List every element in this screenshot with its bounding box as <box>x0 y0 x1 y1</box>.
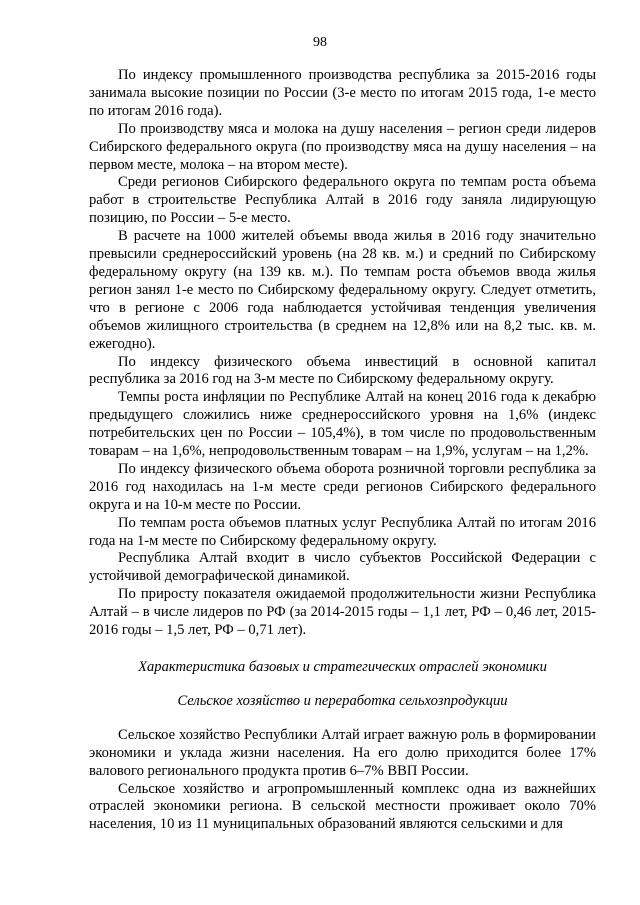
body-text <box>89 67 596 834</box>
paragraph-demography: Республика Алтай входит в число субъектов Российской Федерации с устойчивой демографической динамикой. <box>89 550 596 585</box>
paragraph-inflation: Темпы роста инфляции по Республике Алтай на конец 2016 года к декабрю предыдущего сложились ниже среднероссийского уровня на 1,6% (индекс потребительских цен по России – 105,4%), в том числе по продовольственным товарам – на 1,6%, непродовольственным товарам – на 1,9%, услугам – на 1,2%. <box>89 389 596 460</box>
paragraph-paid-services: По темпам роста объемов платных услуг Республика Алтай по итогам 2016 года на 1-м месте по Сибирскому федеральному округу. <box>89 514 596 549</box>
page-number: 98 <box>313 35 327 50</box>
paragraph-construction: Среди регионов Сибирского федерального округа по темпам роста объема работ в строительстве Республика Алтай в 2016 году заняла лидирующую позицию, по России – 5-е место. <box>89 174 596 227</box>
paragraph-investment: По индексу физического объема инвестиций в основной капитал республика за 2016 год на 3-м месте по Сибирскому федеральному округу. <box>89 353 596 388</box>
paragraph-agro-complex: Сельское хозяйство и агропромышленный комплекс одна из важнейших отраслей экономики региона. В сельской местности проживает около 70% населения, 10 из 11 муниципальных образований являются сельскими и для <box>89 780 596 833</box>
paragraph-meat-milk: По производству мяса и молока на душу населения – регион среди лидеров Сибирского федерального округа (по производству мяса на душу населения – на первом месте, молока – на втором месте). <box>89 120 596 173</box>
section-heading: Характеристика базовых и стратегических отраслей экономики <box>138 659 547 675</box>
paragraph-life-expectancy: По приросту показателя ожидаемой продолжительности жизни Республика Алтай – в числе лидеров по РФ (за 2014-2015 годы – 1,1 лет, РФ – 0,46 лет, 2015-2016 годы – 1,5 лет, РФ – 0,71 лет). <box>89 586 596 639</box>
subsection-heading: Сельское хозяйство и переработка сельхозпродукции <box>177 692 508 709</box>
paragraph-housing: В расчете на 1000 жителей объемы ввода жилья в 2016 году значительно превысили среднероссийский уровень (на 28 кв. м.) и средний по Сибирскому федеральному округу (на 139 кв. м.). По темпам роста объемов ввода жилья регион занял 1-е место по Сибирскому федеральному округу. Следует отметить, что в регионе с 2006 года наблюдается устойчивая тенденция увеличения объемов жилищного строительства (в среднем на 12,8% или на 8,2 тыс. кв. м. ежегодно). <box>89 228 596 352</box>
paragraph-industrial-index: По индексу промышленного производства республика за 2015-2016 годы занимала высокие позиции по России (3-е место по итогам 2015 года, 1-е место по итогам 2016 года). <box>89 67 596 119</box>
paragraph-agriculture-role: Сельское хозяйство Республики Алтай играет важную роль в формировании экономики и уклада жизни населения. На его долю приходится более 17% валового регионального продукта против 6–7% ВВП России. <box>89 726 596 779</box>
paragraph-retail: По индексу физического объема оборота розничной торговли республика за 2016 год находилась на 1-м месте среди регионов Сибирского федерального округа и на 10-м месте по России. <box>89 460 596 513</box>
